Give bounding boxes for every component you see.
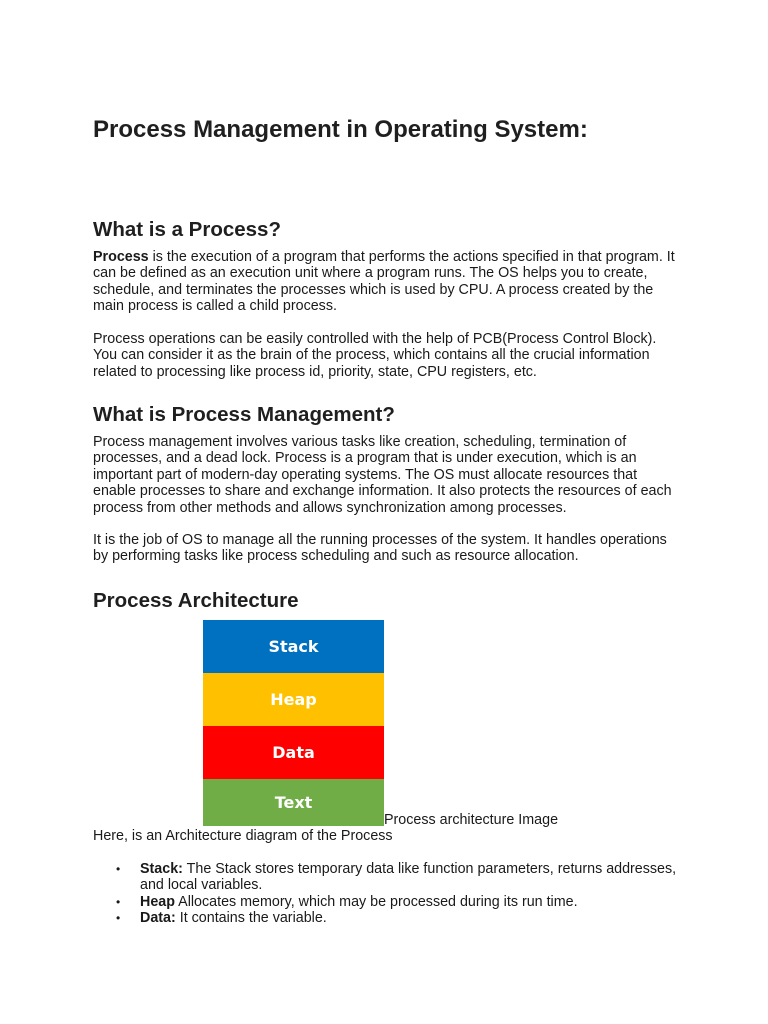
segment-data: Data	[203, 726, 384, 779]
bullet-term: Heap	[140, 893, 175, 910]
process-term: Process	[93, 249, 149, 265]
bullet-text: The Stack stores temporary data like function parameters, returns addresses, and local variables.	[140, 861, 677, 894]
bullet-term: Data:	[140, 910, 176, 927]
heading-what-is-process: What is a Process?	[93, 218, 281, 241]
process-definition-text: is the execution of a program that performs the actions specified in that program. It can be defined as an execution unit where a program runs. The OS helps you to create, schedule, and terminates the processes which is used by CPU. A process created by the main process is called a child process.	[93, 249, 675, 315]
segment-heap: Heap	[203, 673, 384, 726]
page-title: Process Management in Operating System:	[93, 116, 588, 143]
segment-stack: Stack	[203, 620, 384, 673]
image-caption: Process architecture Image	[384, 812, 559, 828]
list-item-stack	[93, 861, 693, 894]
process-architecture-diagram	[203, 620, 384, 826]
paragraph-diagram-intro: Here, is an Architecture diagram of the Process	[93, 828, 393, 844]
paragraph-management-tasks: Process management involves various tasks like creation, scheduling, termination of processes, and a dead lock. Process is a program that is under execution, which is an important part of modern-day operating systems. The OS must allocate resources that enable processes to share and exchange information. It also protects the resources of each process from other methods and allows synchronization among processes.	[93, 434, 672, 516]
architecture-bullet-list	[93, 861, 693, 927]
bullet-text: Allocates memory, which may be processed during its run time.	[174, 893, 578, 910]
paragraph-os-job: It is the job of OS to manage all the running processes of the system. It handles operations by performing tasks like process scheduling and such as resource allocation.	[93, 532, 667, 565]
paragraph-process-definition	[93, 249, 678, 315]
list-item-heap	[93, 894, 693, 910]
list-item-data	[93, 910, 693, 926]
bullet-term: Stack:	[140, 861, 183, 877]
paragraph-pcb: Process operations can be easily controlled with the help of PCB(Process Control Block). You can consider it as the brain of the process, which contains all the crucial information related to processing like process id, priority, state, CPU registers, etc.	[93, 331, 657, 380]
heading-process-architecture: Process Architecture	[93, 589, 299, 612]
architecture-figure	[203, 620, 683, 826]
segment-text: Text	[203, 779, 384, 826]
heading-process-management: What is Process Management?	[93, 403, 395, 426]
bullet-text: It contains the variable.	[175, 910, 327, 927]
